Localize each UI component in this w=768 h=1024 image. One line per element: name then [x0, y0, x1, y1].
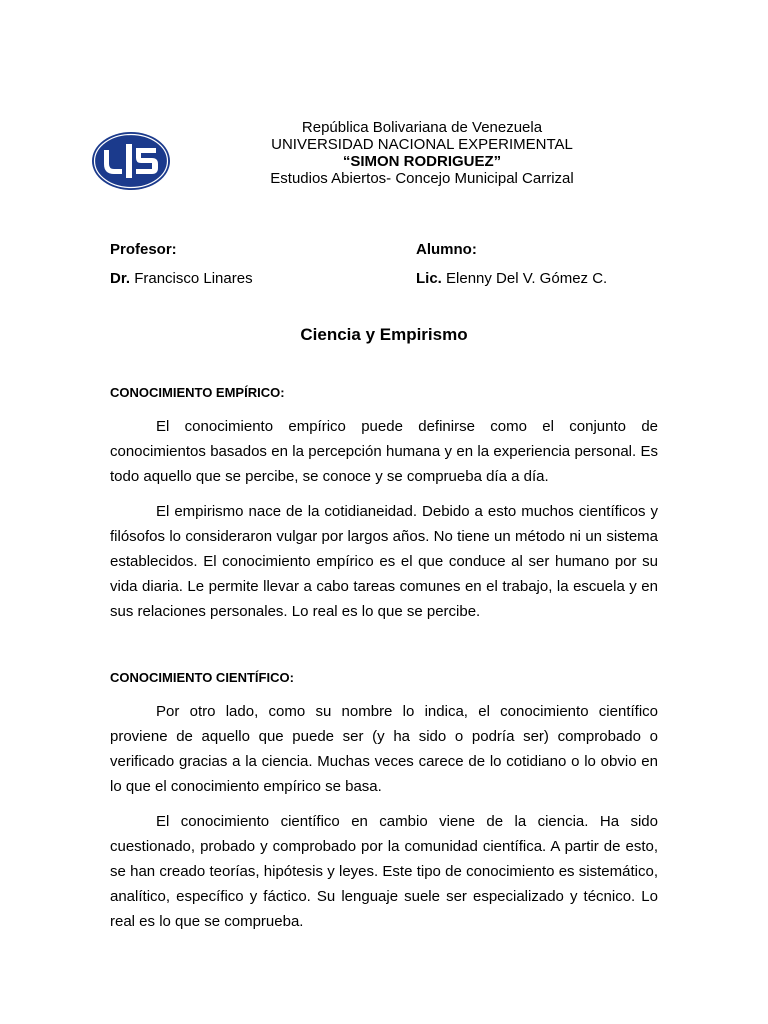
university-seal-logo-icon	[90, 130, 172, 192]
header-program: Estudios Abiertos- Concejo Municipal Carrizal	[270, 170, 574, 187]
profesor-title: Dr.	[110, 270, 131, 287]
profesor-label: Profesor:	[110, 241, 177, 258]
alumno-name	[416, 270, 607, 287]
paragraph: El conocimiento empírico puede definirse como el conjunto de conocimientos basados en la percepción humana y en la experiencia personal. Es todo aquello que se percibe, se conoce y se comprueba día a día.	[110, 418, 658, 485]
institution-header	[170, 119, 674, 187]
alumno-label: Alumno:	[416, 241, 477, 258]
paragraph: Por otro lado, como su nombre lo indica, el conocimiento científico proviene de aquello que puede ser (y ha sido o podría ser) comprobado o verificado gracias a la ciencia. Muchas veces carece de lo cotidiano o lo obvio en lo que el conocimiento empírico se basa.	[110, 703, 658, 795]
profesor-fullname: Francisco Linares	[134, 270, 253, 287]
profesor-name	[110, 270, 253, 287]
alumno-title: Lic.	[416, 270, 442, 287]
alumno-fullname: Elenny Del V. Gómez C.	[446, 270, 608, 287]
document-title: Ciencia y Empirismo	[300, 325, 468, 344]
paragraph: El conocimiento científico en cambio viene de la ciencia. Ha sido cuestionado, probado y comprobado por la comunidad científica. A partir de esto, se han creado teorías, hipótesis y leyes. Este tipo de conocimiento es sistemático, analítico, específico y fáctico. Su lenguaje suele ser especializado y técnico. Lo real es lo que se comprueba.	[110, 813, 658, 930]
header-university-name: “SIMON RODRIGUEZ”	[342, 153, 502, 170]
header-university: UNIVERSIDAD NACIONAL EXPERIMENTAL	[271, 136, 573, 153]
section-heading-cientifico: CONOCIMIENTO CIENTÍFICO:	[110, 670, 294, 685]
paragraph: El empirismo nace de la cotidianeidad. Debido a esto muchos científicos y filósofos lo consideraron vulgar por largos años. No tiene un método ni un sistema establecidos. El conocimiento empírico es el que conduce al ser humano por su vida diaria. Le permite llevar a cabo tareas comunes en el trabajo, la escuela y en sus relaciones personales. Lo real es lo que se percibe.	[110, 503, 658, 620]
section-heading-empirico: CONOCIMIENTO EMPÍRICO:	[110, 385, 285, 400]
header-country: República Bolivariana de Venezuela	[301, 119, 543, 136]
